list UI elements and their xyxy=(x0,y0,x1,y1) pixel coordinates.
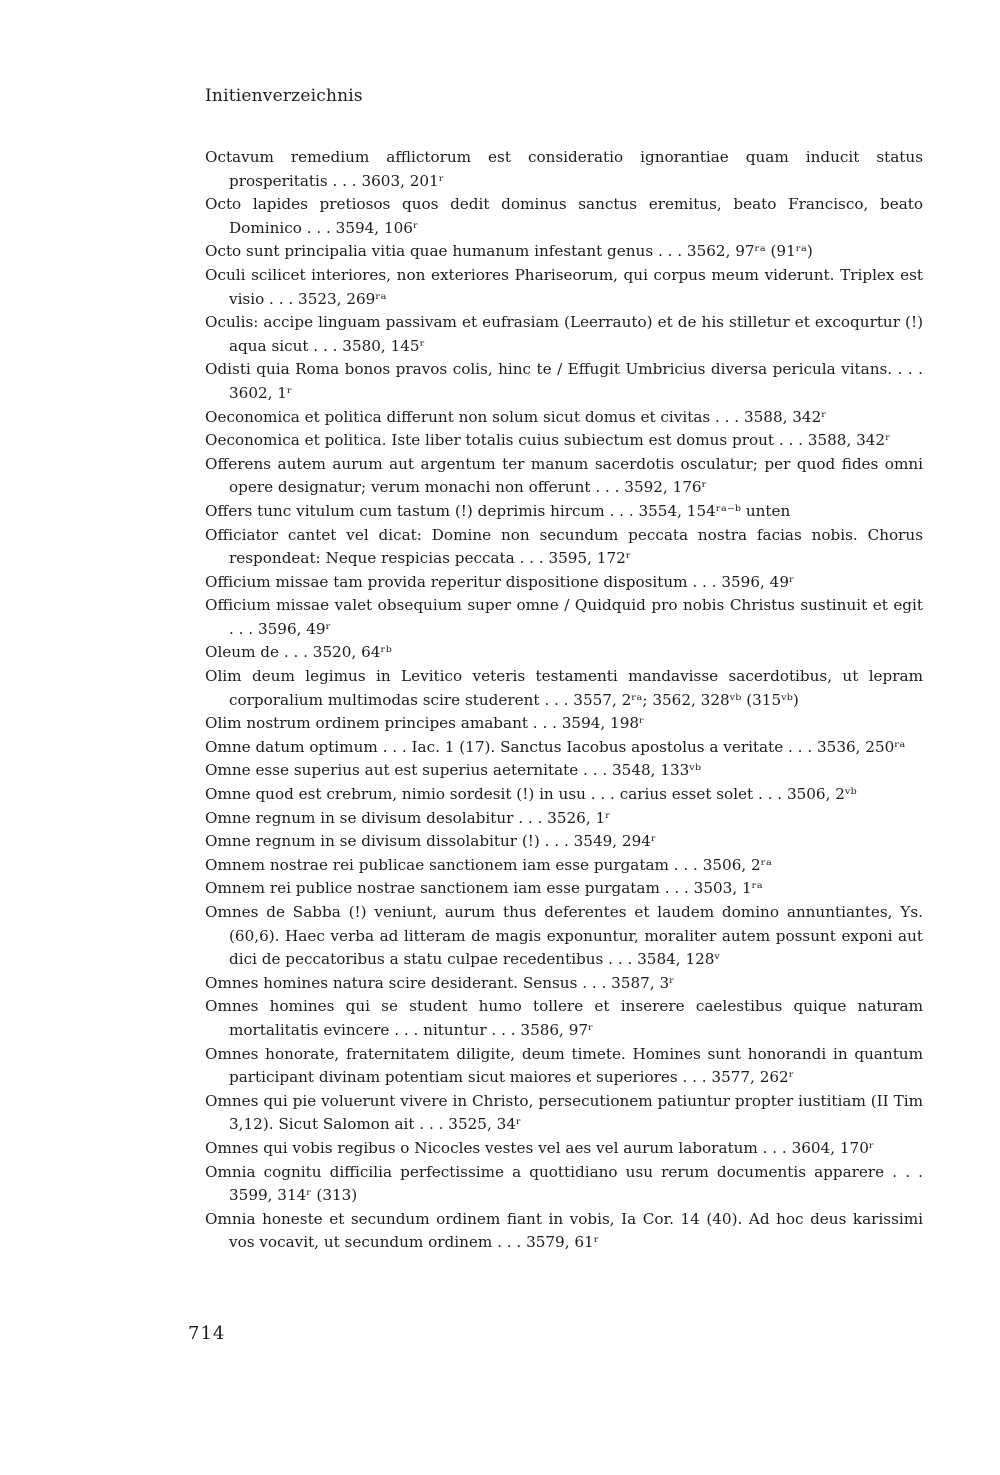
incipit-entry: Oleum de . . . 3520, 64ʳᵇ xyxy=(205,643,392,662)
incipit-entry: Officiator cantet vel dicat: Domine non secundum peccata nostra facias nobis. Chorus respondeat: Neque respicias peccata . . . 3595, 172ʳ xyxy=(205,525,923,568)
incipit-entry: Octo sunt principalia vitia quae humanum infestant genus . . . 3562, 97ʳᵃ (91ʳᵃ) xyxy=(205,242,813,261)
incipit-entry: Officium missae tam provida reperitur dispositione dispositum . . . 3596, 49ʳ xyxy=(205,572,795,591)
running-head: Initienverzeichnis xyxy=(205,86,363,106)
incipit-entry: Omnes de Sabba (!) veniunt, aurum thus deferentes et laudem domino annuntiantes, Ys. (60,6). Haec verba ad litteram de magis exponuntur, moraliter autem possunt exponi aut dici de peccatoribus a statu culpae recedentibus . . . 3584, 128ᵛ xyxy=(205,903,923,969)
incipit-entry: Omnes qui pie voluerunt vivere in Christo, persecutionem patiuntur propter iustitiam (II Tim 3,12). Sicut Salomon ait . . . 3525, 34ʳ xyxy=(205,1091,923,1134)
incipit-entry: Oeconomica et politica. Iste liber totalis cuius subiectum est domus prout . . . 3588, 342ʳ xyxy=(205,431,891,450)
page-number: 714 xyxy=(188,1323,226,1344)
incipit-entry: Omnes homines natura scire desiderant. Sensus . . . 3587, 3ʳ xyxy=(205,973,675,992)
incipit-list xyxy=(205,146,923,1255)
incipit-entry: Omnes honorate, fraternitatem diligite, deum timete. Homines sunt honorandi in quantum participant divinam potentiam sicut maiores et superiores . . . 3577, 262ʳ xyxy=(205,1044,923,1087)
incipit-entry: Olim nostrum ordinem principes amabant . . . 3594, 198ʳ xyxy=(205,714,645,733)
incipit-entry: Octo lapides pretiosos quos dedit dominus sanctus eremitus, beato Francisco, beato Dominico . . . 3594, 106ʳ xyxy=(205,195,923,237)
incipit-entry: Omne regnum in se divisum dissolabitur (!) . . . 3549, 294ʳ xyxy=(205,832,657,851)
incipit-entry: Omne regnum in se divisum desolabitur . . . 3526, 1ʳ xyxy=(205,808,611,827)
incipit-entry: Offerens autem aurum aut argentum ter manum sacerdotis osculatur; per quod fides omni opere designatur; verum monachi non offerunt . . . 3592, 176ʳ xyxy=(205,454,923,497)
incipit-entry: Olim deum legimus in Levitico veteris testamenti mandavisse sacerdotibus, ut lepram corporalium multimodas scire studerent . . . 3557, 2ʳᵃ; 3562, 328ᵛᵇ (315ᵛᵇ) xyxy=(205,667,923,709)
incipit-entry: Omnia cognitu difficilia perfectissime a quottidiano usu rerum documentis apparere . . . 3599, 314ʳ (313) xyxy=(205,1162,923,1205)
incipit-entry: Oeconomica et politica differunt non solum sicut domus et civitas . . . 3588, 342ʳ xyxy=(205,407,827,426)
incipit-entry: Oculis: accipe linguam passivam et eufrasiam (Leerrauto) et de his stilletur et excoqurtur (!) aqua sicut . . . 3580, 145ʳ xyxy=(205,313,923,355)
incipit-entry: Omnes qui vobis regibus o Nicocles vestes vel aes vel aurum laboratum . . . 3604, 170ʳ xyxy=(205,1138,875,1157)
incipit-entry: Officium missae valet obsequium super omne / Quidquid pro nobis Christus sustinuit et egit . . . 3596, 49ʳ xyxy=(205,596,923,638)
incipit-entry: Offers tunc vitulum cum tastum (!) deprimis hircum . . . 3554, 154ʳᵃ⁻ᵇ unten xyxy=(205,501,791,520)
incipit-entry: Octavum remedium afflictorum est consideratio ignorantiae quam inducit status prosperitatis . . . 3603, 201ʳ xyxy=(205,148,923,190)
incipit-entry: Oculi scilicet interiores, non exteriores Phariseorum, qui corpus meum viderunt. Triplex est visio . . . 3523, 269ʳᵃ xyxy=(205,265,923,308)
incipit-entry: Odisti quia Roma bonos pravos colis, hinc te / Effugit Umbricius diversa pericula vitans. . . . 3602, 1ʳ xyxy=(205,360,923,402)
incipit-entry: Omnia honeste et secundum ordinem fiant in vobis, Ia Cor. 14 (40). Ad hoc deus karissimi vos vocavit, ut secundum ordinem . . . 3579, 61ʳ xyxy=(205,1209,923,1252)
incipit-entry: Omnes homines qui se student humo tollere et inserere caelestibus quique naturam mortalitatis evincere . . . nituntur . . . 3586, 97ʳ xyxy=(205,997,923,1039)
incipit-entry: Omne datum optimum . . . Iac. 1 (17). Sanctus Iacobus apostolus a veritate . . . 3536, 250ʳᵃ xyxy=(205,737,906,756)
incipit-entry: Omnem nostrae rei publicae sanctionem iam esse purgatam . . . 3506, 2ʳᵃ xyxy=(205,855,772,874)
incipit-entry: Omne esse superius aut est superius aeternitate . . . 3548, 133ᵛᵇ xyxy=(205,761,702,780)
incipit-entry: Omnem rei publice nostrae sanctionem iam esse purgatam . . . 3503, 1ʳᵃ xyxy=(205,879,763,898)
incipit-entry: Omne quod est crebrum, nimio sordesit (!) in usu . . . carius esset solet . . . 3506, 2ᵛᵇ xyxy=(205,785,857,804)
